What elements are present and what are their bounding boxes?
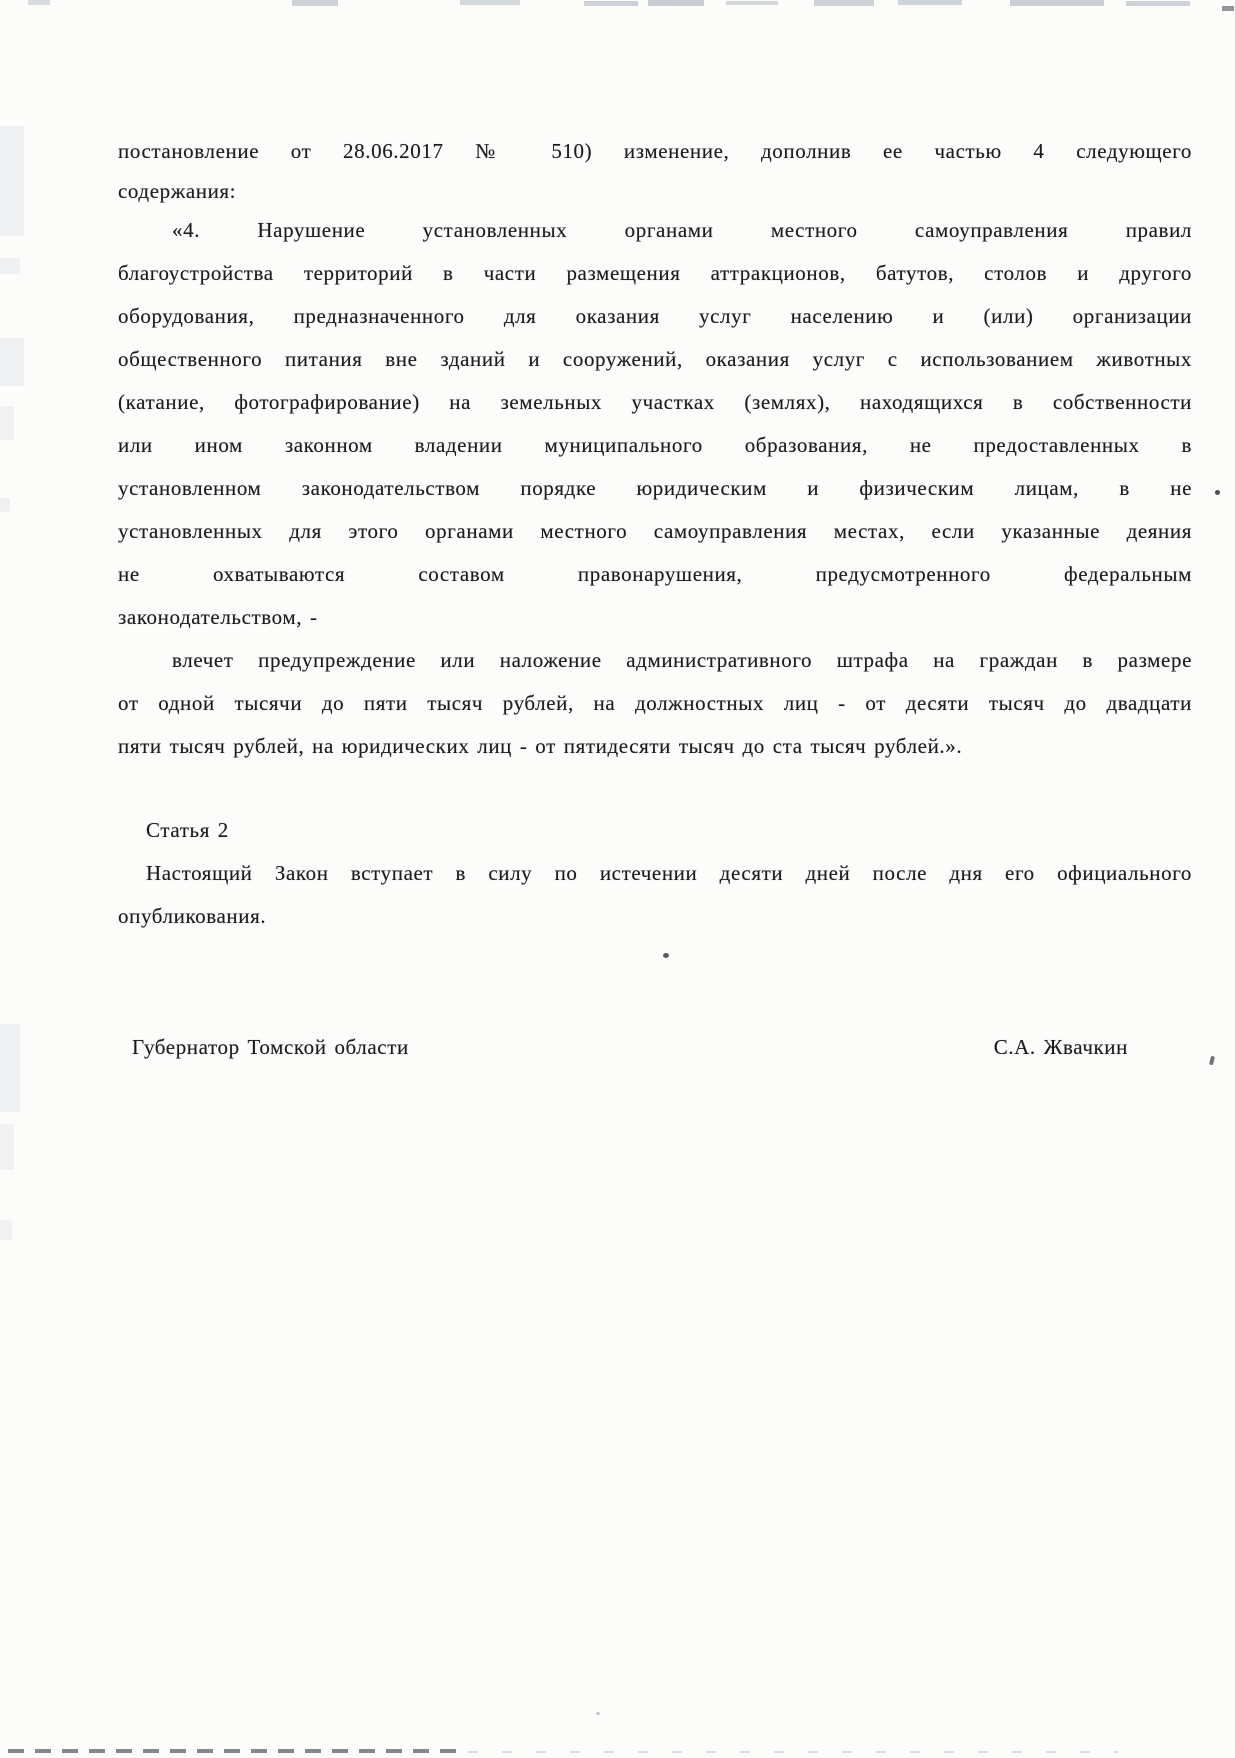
text-line: благоустройства территорий в части размещения аттракционов, батутов, столов и другого [118,261,1192,285]
scan-smudge-left [0,498,10,512]
scan-artifact-bottom [468,1751,1118,1753]
signature-name: С.А. Жвачкин [993,1035,1128,1059]
scan-artifact-top [1126,1,1190,6]
scan-artifact-top [1010,0,1104,6]
text-line: не охватываются составом правонарушения, предусмотренного федеральным [118,562,1192,586]
scan-artifact-top [648,0,704,6]
text-line: Настоящий Закон вступает в силу по истечении десяти дней после дня его официального [146,861,1192,885]
stray-dot [596,1712,600,1715]
scan-smudge-left [0,126,24,236]
scan-artifact-bottom [8,1749,460,1753]
text-line: установленных для этого органами местного самоуправления местах, если указанные деяния [118,519,1192,543]
stray-dot [1215,490,1220,495]
scan-smudge-left [0,338,24,386]
scan-smudge-left [0,1124,14,1170]
text-line: законодательством, - [118,605,318,629]
scan-artifact-top [460,0,520,5]
paragraph-intro [118,131,1192,211]
scan-artifact-top [292,0,338,6]
text-line: или ином законном владении муниципального образования, не предоставленных в [118,433,1192,457]
scan-artifact-top-right [1222,6,1234,11]
scan-artifact-top [814,0,874,6]
scan-artifact-top [584,1,638,6]
text-line: содержания: [118,179,237,203]
heading-line: Статья 2 [146,818,229,842]
scan-artifact-top [726,1,778,5]
text-line: от одной тысячи до пяти тысяч рублей, на должностных лиц - от десяти тысяч до двадцати [118,691,1192,715]
paragraph-sanctions [118,639,1192,768]
paragraph-part4 [118,209,1192,639]
text-line: оборудования, предназначенного для оказания услуг населению и (или) организации [118,304,1192,328]
scan-smudge-left [0,1024,20,1112]
text-line: опубликования. [118,904,267,928]
stray-comma [1209,1056,1215,1066]
text-line: (катание, фотографирование) на земельных участках (землях), находящихся в собственности [118,390,1192,414]
article-2-heading [118,809,1192,852]
scan-artifact-top [898,0,962,5]
text-line: влечет предупреждение или наложение административного штрафа на граждан в размере [172,648,1192,672]
text-line: «4. Нарушение установленных органами местного самоуправления правил [172,218,1192,242]
scan-artifact-top [28,0,50,5]
text-line: общественного питания вне зданий и сооружений, оказания услуг с использованием животных [118,347,1192,371]
stray-dot [663,953,669,958]
text-line: пяти тысяч рублей, на юридических лиц - от пятидесяти тысяч до ста тысяч рублей.». [118,734,963,758]
signature-title: Губернатор Томской области [132,1035,409,1059]
scan-smudge-left [0,406,14,440]
signature-row [132,1026,1128,1069]
text-line: установленном законодательством порядке юридическим и физическим лицам, в не [118,476,1192,500]
scan-smudge-left [0,258,20,274]
text-line: постановление от 28.06.2017 № 510) изменение, дополнив ее частью 4 следующего [118,139,1192,163]
scan-smudge-left [0,1220,12,1240]
paragraph-entry-into-force [118,852,1192,938]
